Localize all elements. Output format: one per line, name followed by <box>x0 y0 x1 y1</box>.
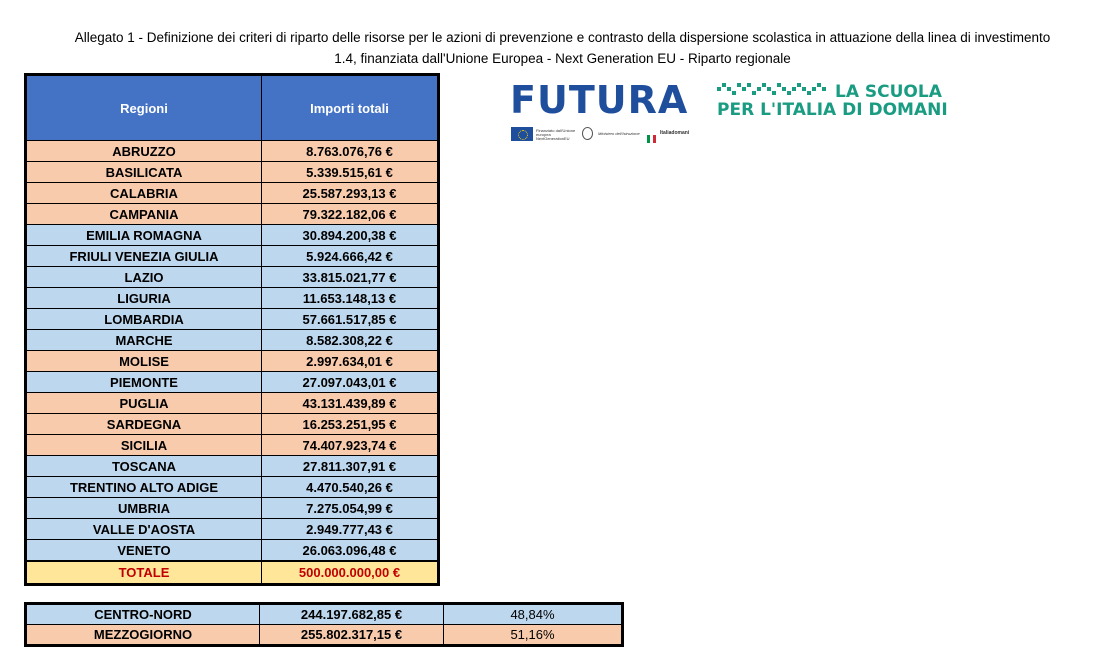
futura-wordmark: FUTURA <box>510 78 689 122</box>
table-row <box>26 435 439 456</box>
summary-percent: 51,16% <box>444 625 623 646</box>
table-row <box>26 351 439 372</box>
futura-tagline <box>717 83 948 119</box>
summary-label: MEZZOGIORNO <box>26 625 260 646</box>
amount-cell: 7.275.054,99 € <box>262 498 439 519</box>
region-cell: MARCHE <box>26 330 262 351</box>
amount-cell: 16.253.251,95 € <box>262 414 439 435</box>
amount-cell: 79.322.182,06 € <box>262 204 439 225</box>
header-regioni: Regioni <box>26 75 262 141</box>
table-row <box>26 225 439 246</box>
total-row <box>26 561 439 585</box>
italy-flag-icon <box>647 130 656 138</box>
table-row <box>26 414 439 435</box>
amount-cell: 30.894.200,38 € <box>262 225 439 246</box>
amount-cell: 11.653.148,13 € <box>262 288 439 309</box>
table-row <box>26 267 439 288</box>
region-cell: VALLE D'AOSTA <box>26 519 262 540</box>
region-cell: ABRUZZO <box>26 141 262 162</box>
amount-cell: 5.339.515,61 € <box>262 162 439 183</box>
region-cell: EMILIA ROMAGNA <box>26 225 262 246</box>
region-cell: UMBRIA <box>26 498 262 519</box>
table-row <box>26 393 439 414</box>
table-row <box>26 372 439 393</box>
table-row <box>26 246 439 267</box>
italian-emblem-icon <box>582 127 593 140</box>
table-row <box>26 204 439 225</box>
summary-label: CENTRO-NORD <box>26 604 260 625</box>
table-row <box>26 477 439 498</box>
summary-row <box>26 604 623 625</box>
region-cell: PUGLIA <box>26 393 262 414</box>
amount-cell: 5.924.666,42 € <box>262 246 439 267</box>
table-row <box>26 498 439 519</box>
document-title <box>20 27 1105 69</box>
table-row <box>26 456 439 477</box>
title-line-2: 1.4, finanziata dall'Unione Europea - Next Generation EU - Riparto regionale <box>334 51 791 66</box>
table-row <box>26 519 439 540</box>
amount-cell: 25.587.293,13 € <box>262 183 439 204</box>
amount-cell: 74.407.923,74 € <box>262 435 439 456</box>
eu-flag-icon <box>511 127 533 141</box>
amount-cell: 8.763.076,76 € <box>262 141 439 162</box>
region-cell: CALABRIA <box>26 183 262 204</box>
summary-table <box>24 602 624 647</box>
italiadomani-logo-text: Italiadomani <box>660 130 690 136</box>
region-cell: LIGURIA <box>26 288 262 309</box>
table-row <box>26 330 439 351</box>
region-cell: TRENTINO ALTO ADIGE <box>26 477 262 498</box>
amount-cell: 2.949.777,43 € <box>262 519 439 540</box>
total-label: TOTALE <box>26 561 262 585</box>
summary-row <box>26 625 623 646</box>
region-cell: TOSCANA <box>26 456 262 477</box>
amount-cell: 57.661.517,85 € <box>262 309 439 330</box>
region-cell: VENETO <box>26 540 262 562</box>
amount-cell: 27.097.043,01 € <box>262 372 439 393</box>
summary-percent: 48,84% <box>444 604 623 625</box>
eu-logo-text: Finanziato dall'Unione europea NextGenerationEU <box>536 128 576 141</box>
tagline-line-1: LA SCUOLA <box>835 82 942 102</box>
region-cell: LAZIO <box>26 267 262 288</box>
region-cell: FRIULI VENEZIA GIULIA <box>26 246 262 267</box>
table-row <box>26 162 439 183</box>
table-row <box>26 141 439 162</box>
amount-cell: 2.997.634,01 € <box>262 351 439 372</box>
amount-cell: 43.131.439,89 € <box>262 393 439 414</box>
amount-cell: 8.582.308,22 € <box>262 330 439 351</box>
table-row <box>26 309 439 330</box>
table-row <box>26 288 439 309</box>
tagline-line-2: PER L'ITALIA DI DOMANI <box>717 100 948 120</box>
summary-amount: 255.802.317,15 € <box>260 625 444 646</box>
table-body <box>26 141 439 585</box>
region-cell: PIEMONTE <box>26 372 262 393</box>
table-header-row <box>26 75 439 141</box>
summary-amount: 244.197.682,85 € <box>260 604 444 625</box>
region-cell: LOMBARDIA <box>26 309 262 330</box>
amount-cell: 27.811.307,91 € <box>262 456 439 477</box>
region-cell: BASILICATA <box>26 162 262 183</box>
total-amount: 500.000.000,00 € <box>262 561 439 585</box>
futura-logo <box>510 80 950 145</box>
amount-cell: 4.470.540,26 € <box>262 477 439 498</box>
table-row <box>26 540 439 562</box>
header-importi: Importi totali <box>262 75 439 141</box>
amount-cell: 33.815.021,77 € <box>262 267 439 288</box>
regional-allocation-table <box>24 73 440 586</box>
region-cell: MOLISE <box>26 351 262 372</box>
ministry-logo-text: Ministero dell'Istruzione <box>598 131 640 136</box>
region-cell: SARDEGNA <box>26 414 262 435</box>
amount-cell: 26.063.096,48 € <box>262 540 439 562</box>
region-cell: SICILIA <box>26 435 262 456</box>
title-line-1: Allegato 1 - Definizione dei criteri di riparto delle risorse per le azioni di prevenzione e contrasto della dispersione scolastica in attuazione della linea di investimento <box>74 30 1051 45</box>
summary-body <box>26 604 623 646</box>
region-cell: CAMPANIA <box>26 204 262 225</box>
table-row <box>26 183 439 204</box>
